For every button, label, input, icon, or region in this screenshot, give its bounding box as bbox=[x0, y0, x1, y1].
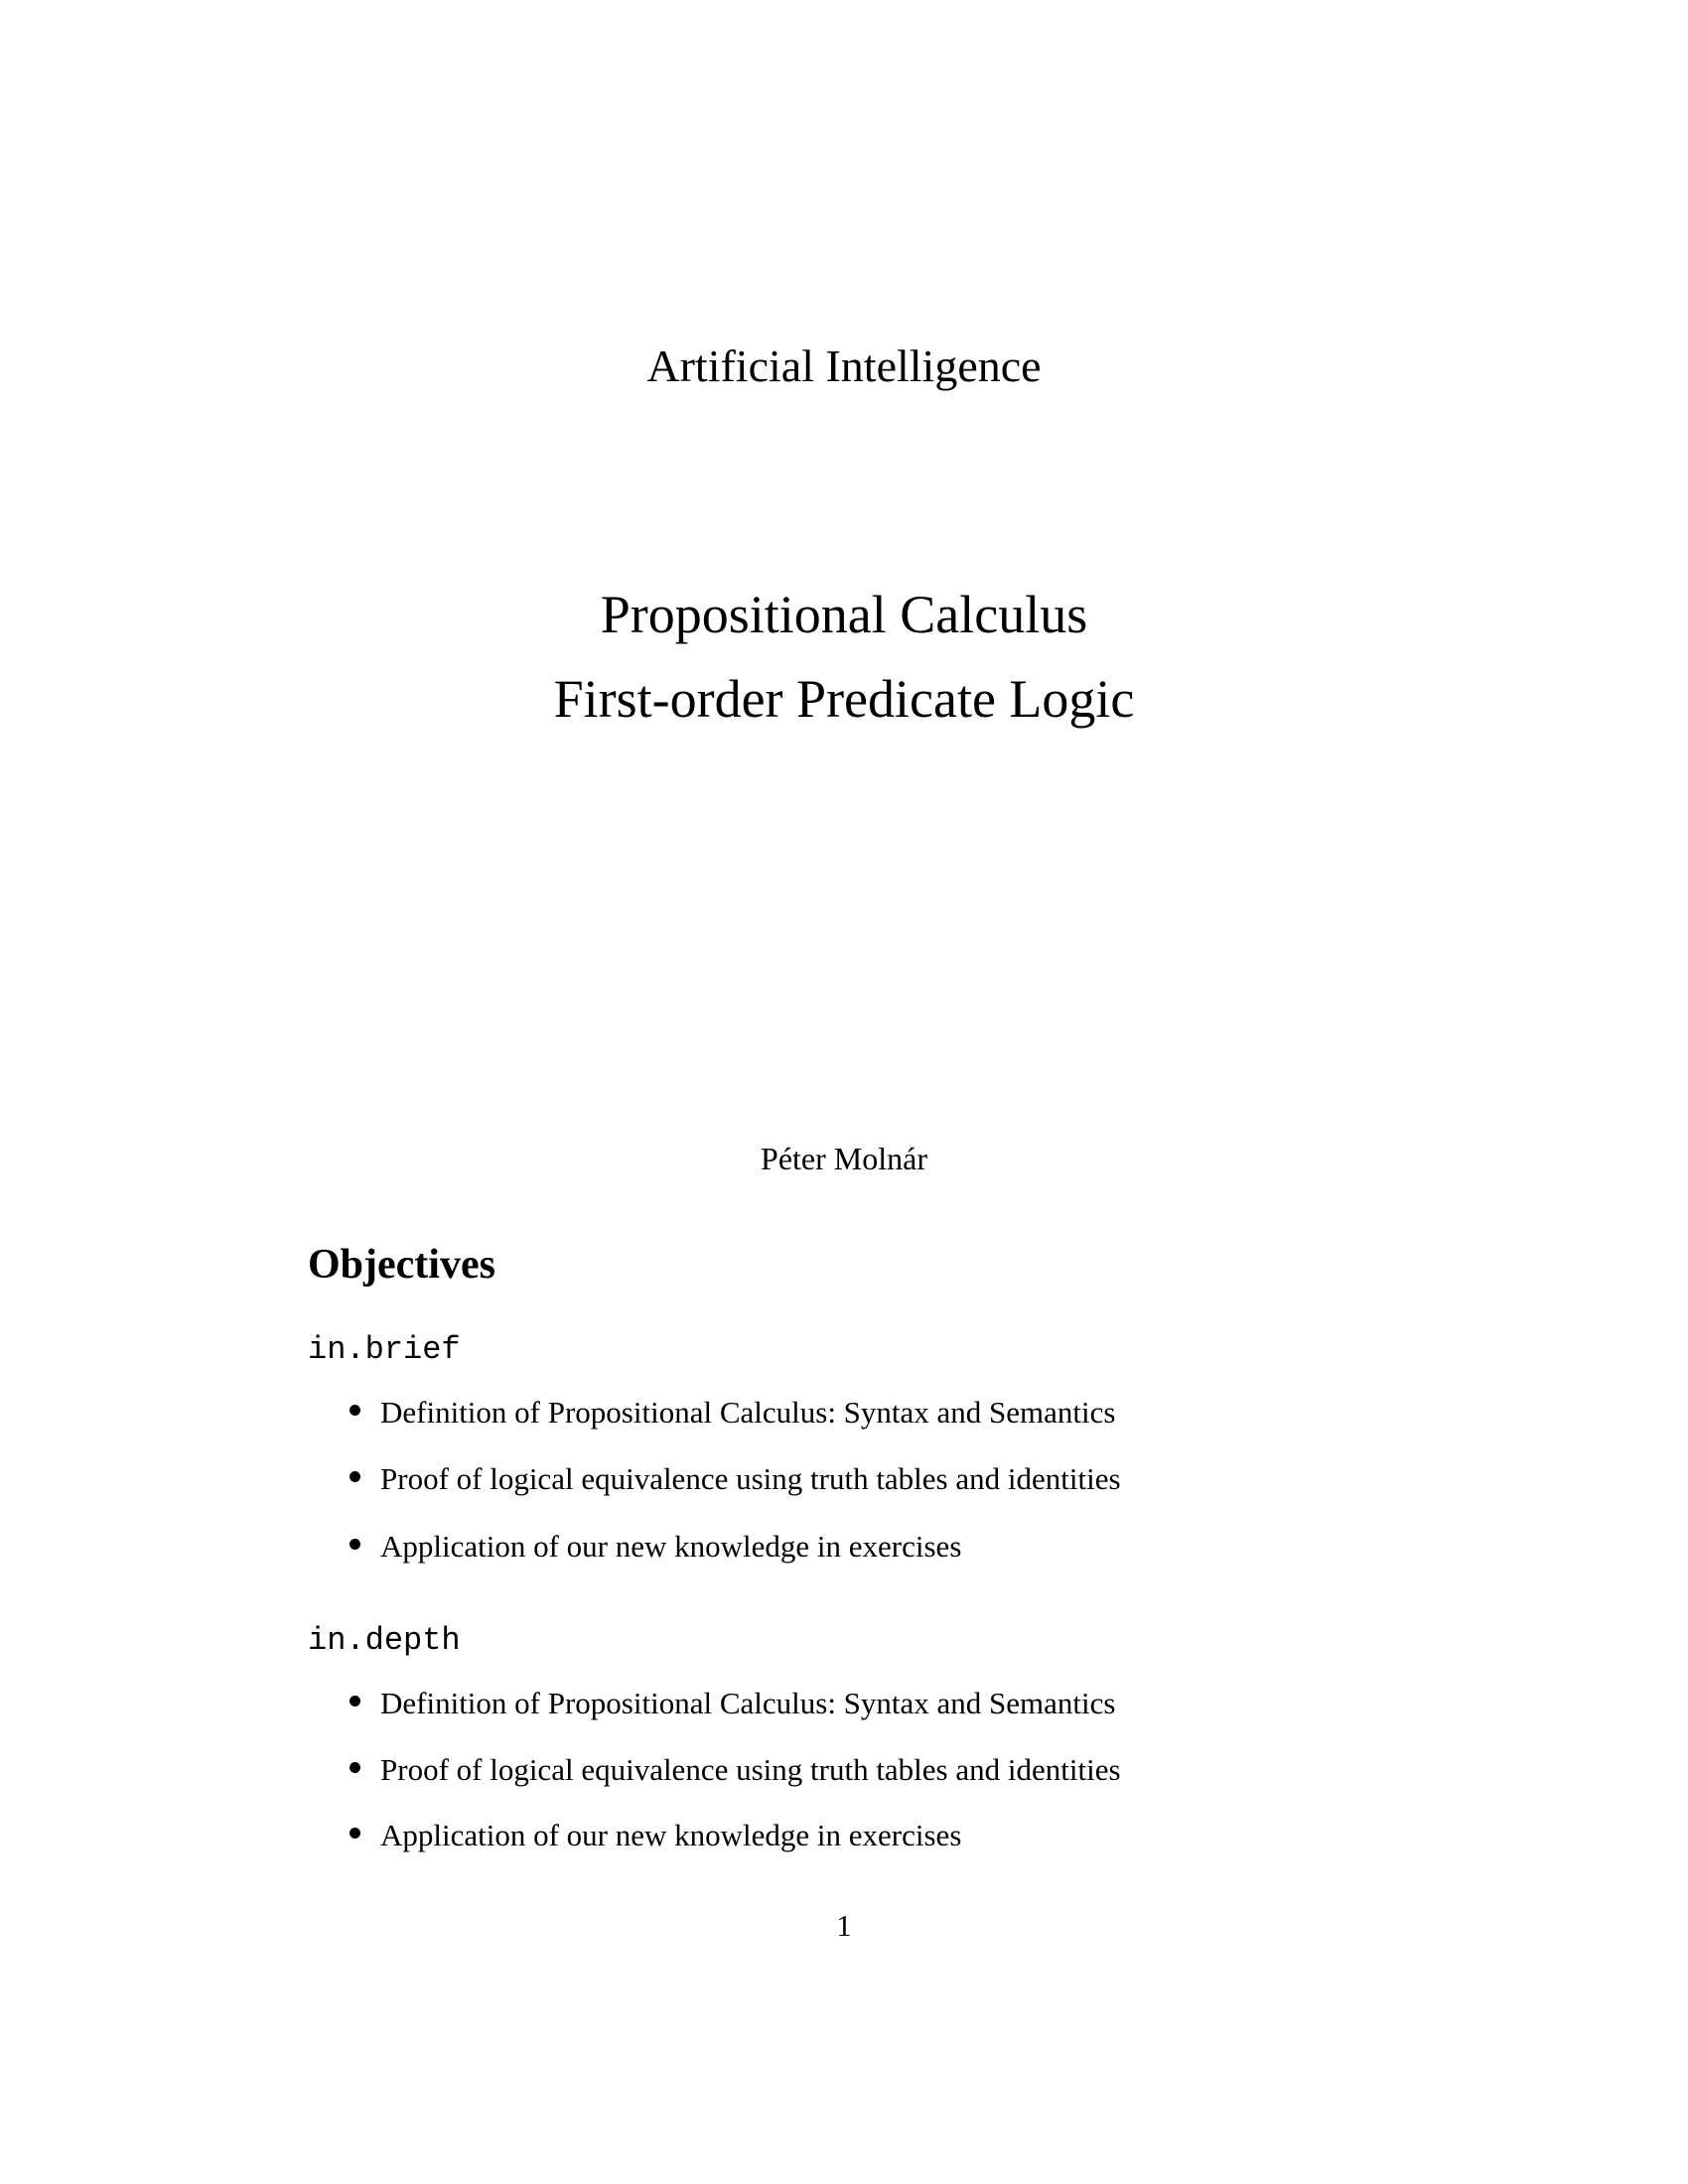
subsection-heading-in-depth: in.depth bbox=[308, 1622, 461, 1659]
bullet-icon bbox=[350, 1405, 360, 1416]
list-item bbox=[350, 1688, 1115, 1718]
list-item bbox=[350, 1531, 961, 1562]
section-heading-objectives: Objectives bbox=[308, 1242, 495, 1288]
bullet-icon bbox=[350, 1762, 360, 1773]
author: Péter Molnár bbox=[761, 1141, 927, 1176]
list-item-text: Definition of Propositional Calculus: Syntax and Semantics bbox=[380, 1395, 1116, 1430]
list-item-text: Proof of logical equivalence using truth tables and identities bbox=[380, 1752, 1121, 1787]
bullet-icon bbox=[350, 1828, 360, 1839]
list-item bbox=[350, 1463, 1121, 1494]
list-item-text: Application of our new knowledge in exercises bbox=[380, 1818, 962, 1852]
bullet-icon bbox=[350, 1539, 360, 1550]
bullet-icon bbox=[350, 1696, 360, 1706]
list-item-text: Proof of logical equivalence using truth tables and identities bbox=[380, 1461, 1121, 1496]
list-item bbox=[350, 1820, 961, 1850]
subsection-heading-in-brief: in.brief bbox=[308, 1331, 461, 1368]
document-title-line-2: First-order Predicate Logic bbox=[553, 669, 1135, 729]
bullet-icon bbox=[350, 1471, 360, 1482]
list-item bbox=[350, 1754, 1121, 1785]
page-number: 1 bbox=[836, 1908, 852, 1943]
list-item-text: Definition of Propositional Calculus: Syntax and Semantics bbox=[380, 1686, 1116, 1720]
list-item bbox=[350, 1397, 1115, 1428]
course-title: Artificial Intelligence bbox=[646, 341, 1042, 391]
list-item-text: Application of our new knowledge in exercises bbox=[380, 1529, 962, 1564]
document-title-line-1: Propositional Calculus bbox=[600, 585, 1088, 644]
